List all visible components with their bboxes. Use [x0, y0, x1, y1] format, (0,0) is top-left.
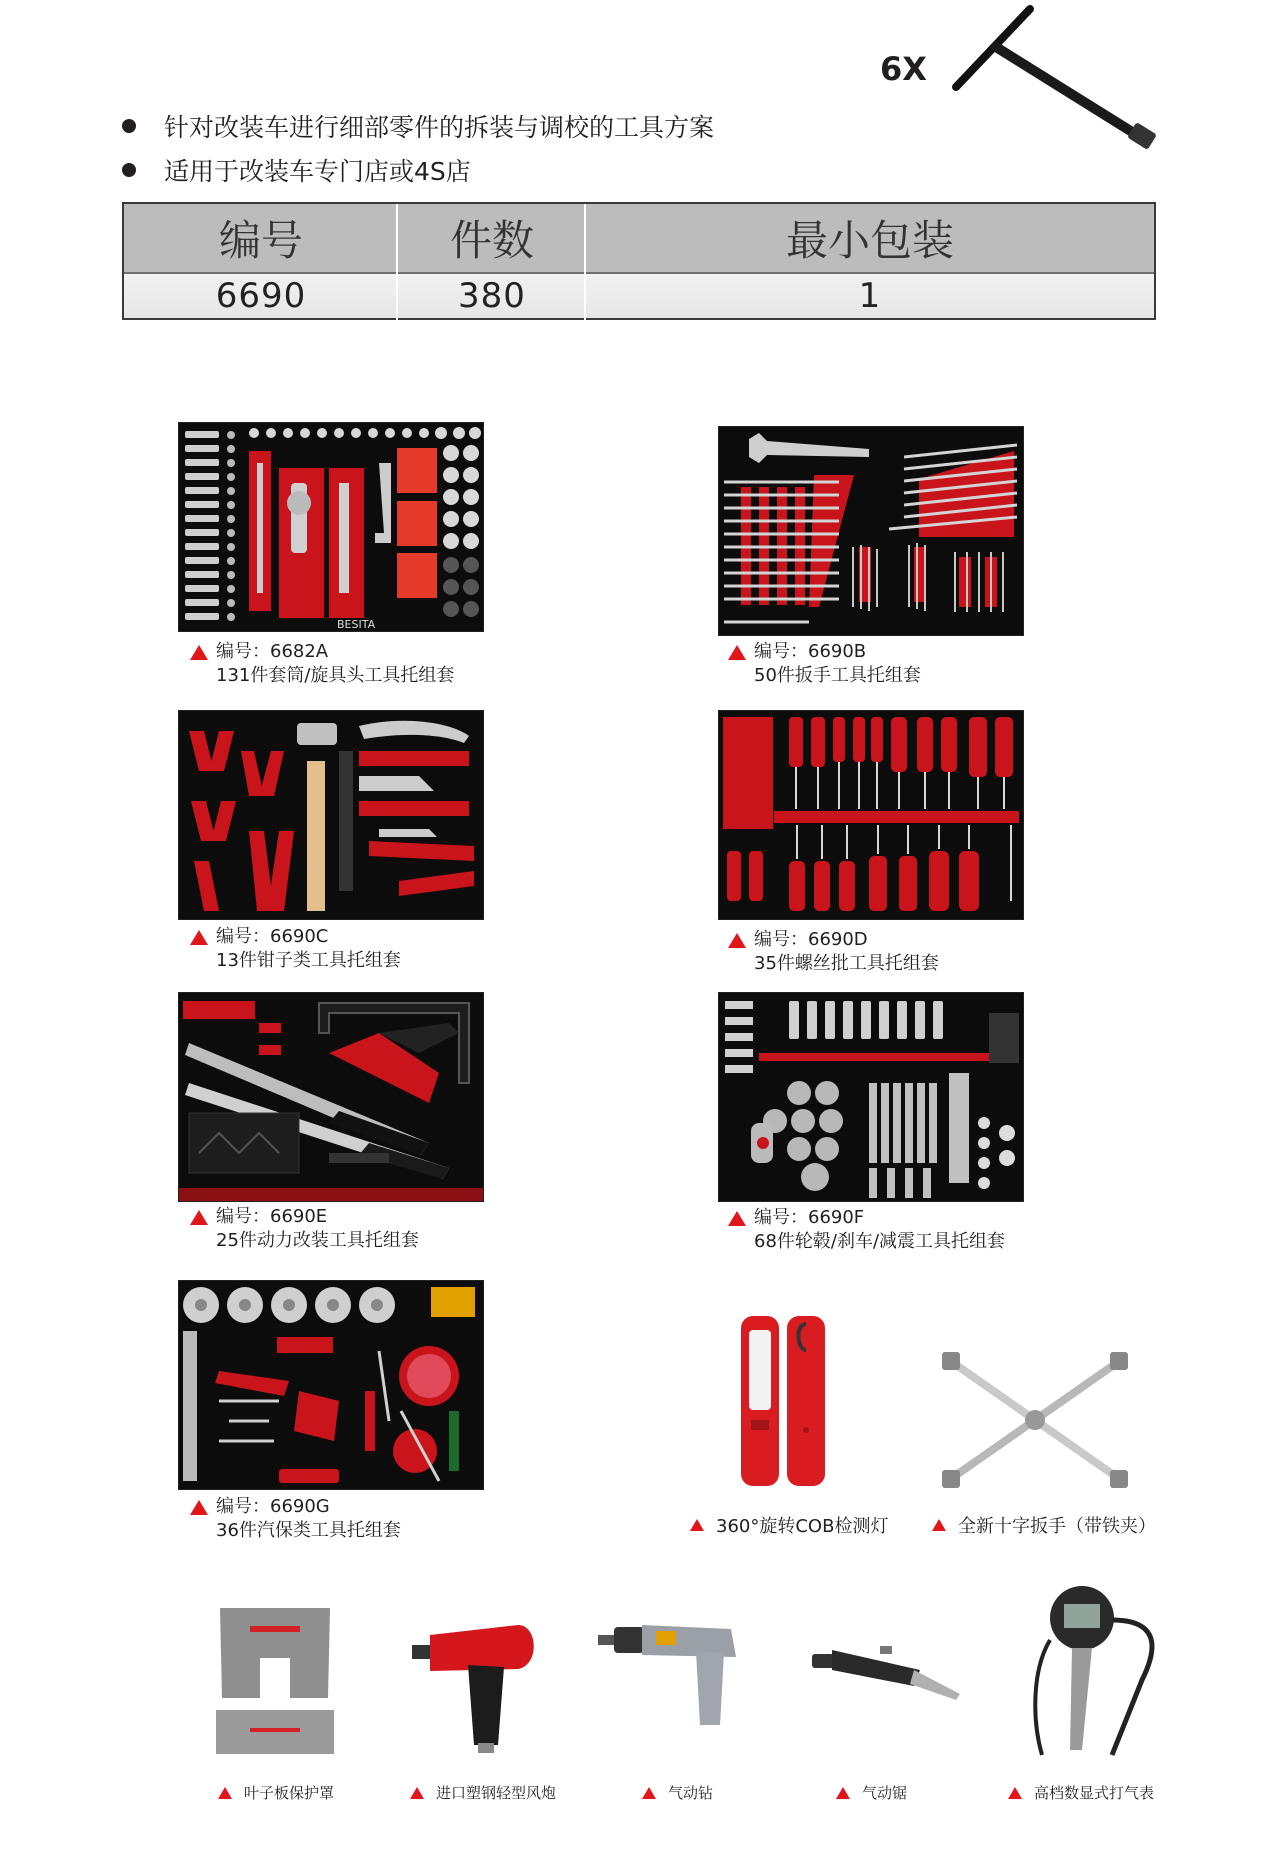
tray-caption [190, 1495, 401, 1543]
service-tool-tray-illustration [179, 1281, 483, 1489]
tray-caption [728, 1206, 1005, 1254]
header-count: 件数 [449, 216, 534, 265]
triangle-bullet-icon [1008, 1787, 1022, 1799]
tray-6690g-image [178, 1280, 484, 1490]
brake-tool-tray-illustration [719, 993, 1023, 1201]
tray-6690e-image [178, 992, 484, 1202]
tray-desc: 50件扳手工具托组套 [754, 665, 921, 686]
air-saw-icon [810, 1640, 970, 1720]
tray-code: 编号：6690B [754, 641, 867, 662]
tray-caption [190, 1205, 419, 1253]
socket-tray-illustration [179, 423, 483, 631]
triangle-bullet-icon [218, 1787, 232, 1799]
tray-desc: 131件套筒/旋具头工具托组套 [216, 665, 455, 686]
tray-desc: 13件钳子类工具托组套 [216, 950, 401, 971]
tray-6682a-image [178, 422, 484, 632]
triangle-bullet-icon [410, 1787, 424, 1799]
cross-wrench-icon [940, 1350, 1130, 1490]
bullet-item [122, 152, 471, 188]
impact-wrench-icon [408, 1605, 543, 1755]
tray-code: 编号：6682A [216, 641, 329, 662]
tray-caption [190, 925, 401, 973]
pliers-tray-illustration [179, 711, 483, 919]
spec-table-row [124, 274, 1154, 318]
bottom-item-label: 进口塑钢轻型风炮 [436, 1784, 557, 1802]
extra-item-caption [932, 1512, 1156, 1538]
tray-desc: 35件螺丝批工具托组套 [754, 953, 939, 974]
divider [396, 204, 398, 320]
header-code: 编号 [218, 216, 303, 265]
bottom-item-caption [642, 1782, 713, 1803]
screwdriver-tray-illustration [719, 711, 1023, 919]
bullet-text: 适用于改装车专门店或4S店 [164, 157, 471, 186]
fender-cover-icon [210, 1598, 340, 1758]
t-handle-wrench-icon [950, 5, 1165, 155]
bullet-dot-icon [122, 119, 136, 133]
tray-6690b-image [718, 426, 1024, 636]
tray-caption [190, 640, 454, 688]
triangle-bullet-icon [190, 645, 208, 660]
power-tool-tray-illustration [179, 993, 483, 1201]
value-count: 380 [458, 276, 526, 316]
tray-desc: 68件轮毂/刹车/减震工具托组套 [754, 1231, 1006, 1252]
multiplier-label: 6X [880, 50, 927, 88]
bullet-item [122, 108, 714, 144]
triangle-bullet-icon [190, 1500, 208, 1515]
triangle-bullet-icon [728, 645, 746, 660]
bottom-item-label: 叶子板保护罩 [244, 1784, 335, 1802]
cob-inspection-light-icon [735, 1310, 830, 1490]
spec-table-header [124, 204, 1154, 274]
bottom-item-caption [218, 1782, 334, 1803]
bottom-item-caption [836, 1782, 907, 1803]
tray-caption [728, 928, 939, 976]
triangle-bullet-icon [690, 1519, 704, 1531]
bottom-item-label: 气动钻 [668, 1784, 714, 1802]
triangle-bullet-icon [728, 933, 746, 948]
tray-code: 编号：6690F [754, 1207, 865, 1228]
tray-6690f-image [718, 992, 1024, 1202]
tray-desc: 36件汽保类工具托组套 [216, 1520, 401, 1541]
digital-tire-inflator-icon [1012, 1580, 1162, 1760]
bottom-item-caption [410, 1782, 556, 1803]
tray-code: 编号：6690E [216, 1206, 328, 1227]
air-drill-icon [596, 1615, 746, 1735]
bullet-text: 针对改装车进行细部零件的拆装与调校的工具方案 [164, 113, 715, 142]
triangle-bullet-icon [190, 930, 208, 945]
triangle-bullet-icon [190, 1210, 208, 1225]
value-code: 6690 [215, 276, 307, 316]
tray-code: 编号：6690G [216, 1496, 330, 1517]
wrench-tray-illustration [719, 427, 1023, 635]
triangle-bullet-icon [836, 1787, 850, 1799]
tray-desc: 25件动力改装工具托组套 [216, 1230, 419, 1251]
triangle-bullet-icon [932, 1519, 946, 1531]
extra-item-caption [690, 1512, 888, 1538]
tray-6690d-image [718, 710, 1024, 920]
tray-code: 编号：6690C [216, 926, 329, 947]
bullet-dot-icon [122, 163, 136, 177]
header-min-pack: 最小包装 [785, 216, 954, 265]
bottom-item-caption [1008, 1782, 1154, 1803]
bottom-item-label: 高档数显式打气表 [1034, 1784, 1155, 1802]
extra-item-label: 全新十字扳手（带铁夹） [958, 1516, 1156, 1537]
tray-caption [728, 640, 921, 688]
brand-logo: BESITA [337, 618, 376, 631]
tray-6690c-image [178, 710, 484, 920]
spec-table [122, 202, 1156, 320]
divider [584, 204, 586, 320]
tray-code: 编号：6690D [754, 929, 868, 950]
value-min-pack: 1 [858, 276, 882, 316]
bottom-item-label: 气动锯 [862, 1784, 908, 1802]
triangle-bullet-icon [728, 1211, 746, 1226]
extra-item-label: 360°旋转COB检测灯 [716, 1516, 889, 1537]
triangle-bullet-icon [642, 1787, 656, 1799]
